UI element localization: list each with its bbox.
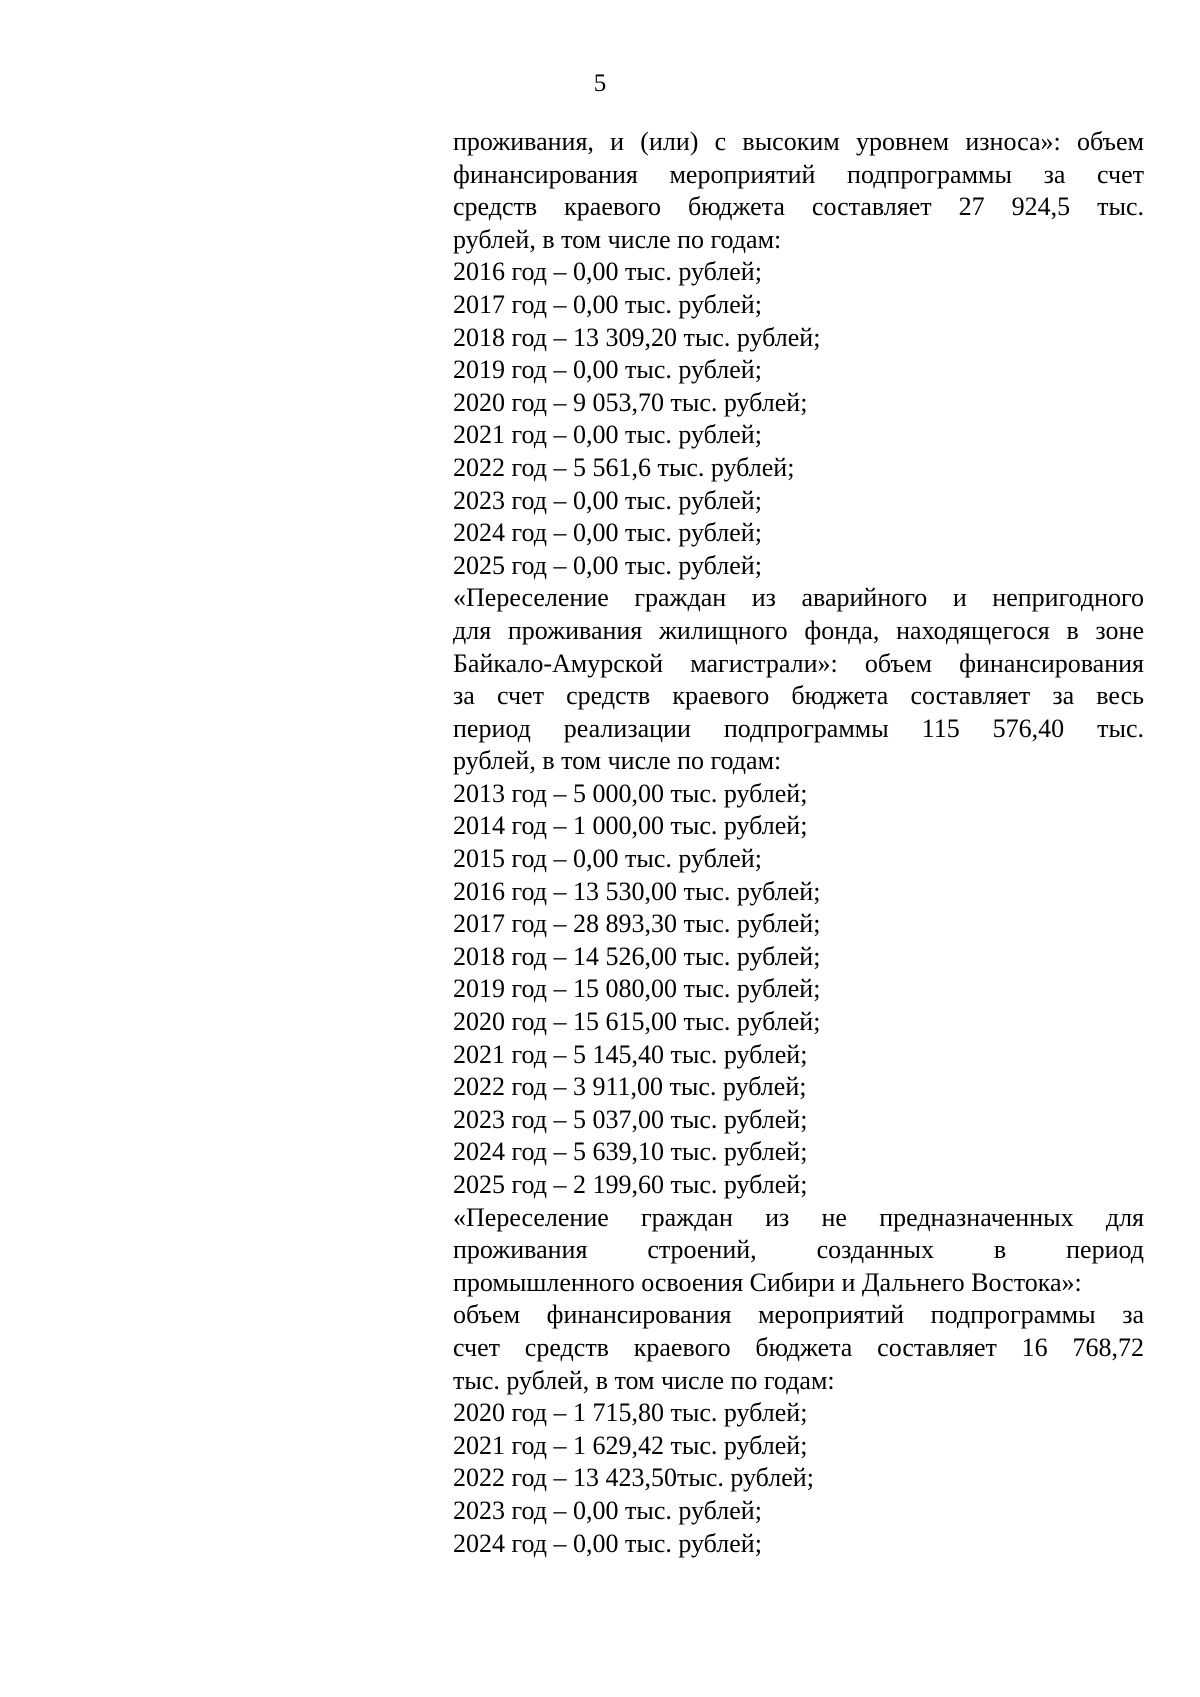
document-body <box>453 126 1144 1560</box>
text-line: 2020 год – 15 615,00 тыс. рублей; <box>453 1007 821 1037</box>
text-line: 2022 год – 13 423,50тыс. рублей; <box>453 1463 814 1493</box>
text-line: 2019 год – 15 080,00 тыс. рублей; <box>453 974 821 1004</box>
text-line: 2018 год – 13 309,20 тыс. рублей; <box>453 322 821 352</box>
text-line: 2024 год – 5 639,10 тыс. рублей; <box>453 1137 808 1167</box>
text-line: 2020 год – 1 715,80 тыс. рублей; <box>453 1398 808 1428</box>
text-line: 2022 год – 3 911,00 тыс. рублей; <box>453 1072 807 1102</box>
text-line: период реализации подпрограммы 115 576,40 тыс. <box>453 713 1144 743</box>
text-line: 2021 год – 0,00 тыс. рублей; <box>453 420 762 450</box>
text-line: 2020 год – 9 053,70 тыс. рублей; <box>453 387 808 417</box>
text-line: объем финансирования мероприятий подпрограммы за <box>453 1300 1144 1330</box>
text-line: 2023 год – 0,00 тыс. рублей; <box>453 1495 762 1525</box>
text-line: тыс. рублей, в том числе по годам: <box>453 1365 835 1395</box>
text-line: 2021 год – 5 145,40 тыс. рублей; <box>453 1039 808 1069</box>
text-line: для проживания жилищного фонда, находящегося в зоне <box>453 615 1144 645</box>
text-line: 2013 год – 5 000,00 тыс. рублей; <box>453 778 808 808</box>
text-line: 2024 год – 0,00 тыс. рублей; <box>453 518 762 548</box>
text-line: рублей, в том числе по годам: <box>453 224 782 254</box>
text-line: 2021 год – 1 629,42 тыс. рублей; <box>453 1430 808 1460</box>
text-line: 2025 год – 0,00 тыс. рублей; <box>453 550 762 580</box>
text-line: 2023 год – 5 037,00 тыс. рублей; <box>453 1104 808 1134</box>
text-line: за счет средств краевого бюджета составляет за весь <box>453 681 1144 711</box>
text-line: «Переселение граждан из не предназначенных для <box>453 1202 1144 1232</box>
text-line: финансирования мероприятий подпрограммы за счет <box>453 159 1144 189</box>
text-line: промышленного освоения Сибири и Дальнего Востока»: <box>453 1267 1082 1297</box>
text-line: 2019 год – 0,00 тыс. рублей; <box>453 355 762 385</box>
text-line: 2014 год – 1 000,00 тыс. рублей; <box>453 811 808 841</box>
text-line: 2017 год – 0,00 тыс. рублей; <box>453 289 762 319</box>
text-line: 2018 год – 14 526,00 тыс. рублей; <box>453 941 821 971</box>
text-line: счет средств краевого бюджета составляет 16 768,72 <box>453 1332 1144 1362</box>
text-line: 2016 год – 13 530,00 тыс. рублей; <box>453 876 821 906</box>
text-line: 2017 год – 28 893,30 тыс. рублей; <box>453 909 821 939</box>
text-line: 2016 год – 0,00 тыс. рублей; <box>453 257 762 287</box>
text-line: рублей, в том числе по годам: <box>453 746 782 776</box>
text-line: 2024 год – 0,00 тыс. рублей; <box>453 1528 762 1558</box>
text-line: проживания строений, созданных в период <box>453 1235 1144 1265</box>
text-line: 2022 год – 5 561,6 тыс. рублей; <box>453 452 795 482</box>
text-line: 2023 год – 0,00 тыс. рублей; <box>453 485 762 515</box>
text-line: «Переселение граждан из аварийного и непригодного <box>453 583 1144 613</box>
page-number: 5 <box>593 70 607 97</box>
text-line: 2015 год – 0,00 тыс. рублей; <box>453 844 762 874</box>
text-line: проживания, и (или) с высоким уровнем износа»: объем <box>453 127 1144 156</box>
text-line: 2025 год – 2 199,60 тыс. рублей; <box>453 1170 808 1199</box>
text-line: Байкало-Амурской магистрали»: объем финансирования <box>453 648 1144 678</box>
text-line: средств краевого бюджета составляет 27 924,5 тыс. <box>453 192 1144 222</box>
